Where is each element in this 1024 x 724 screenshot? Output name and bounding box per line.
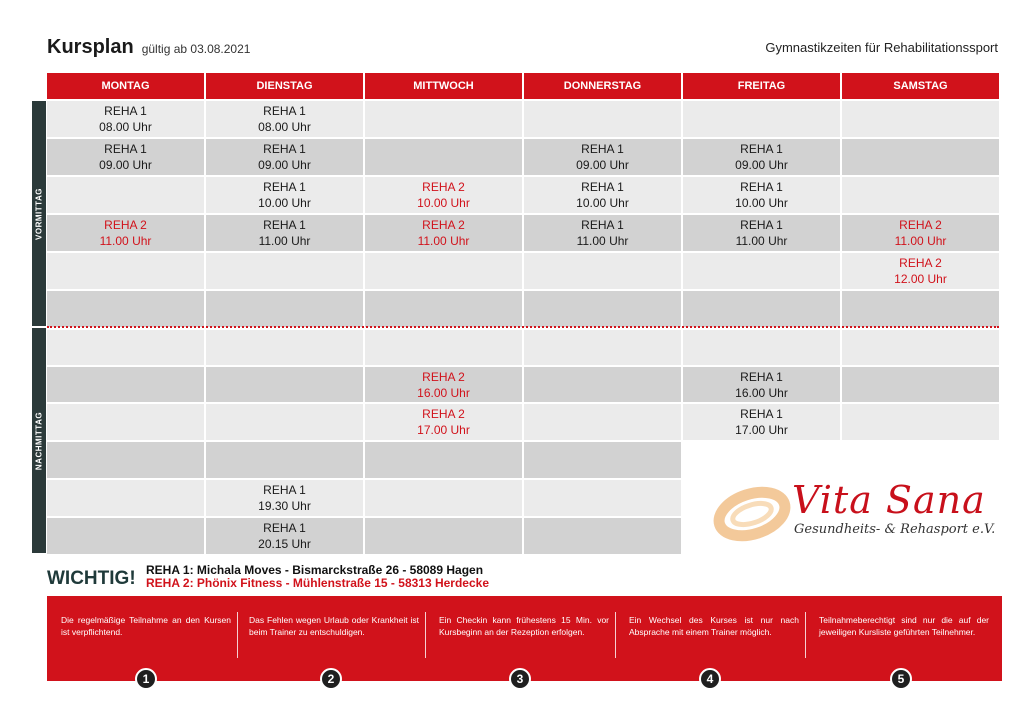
- vita-sana-logo: [712, 478, 1002, 548]
- course-name: REHA 2: [899, 218, 942, 232]
- course-name: REHA 1: [263, 218, 306, 232]
- empty-slot: [842, 139, 999, 175]
- empty-slot: [206, 291, 363, 327]
- course-time: 20.15 Uhr: [258, 537, 311, 551]
- empty-slot: [365, 253, 522, 289]
- title-main: Kursplan: [47, 36, 134, 58]
- rule-text-5: Teilnahmeberechtigt sind nur die auf der jeweiligen Kursliste geführten Teilnehmer.: [819, 615, 989, 637]
- course-name: REHA 2: [899, 256, 942, 270]
- course-name: REHA 1: [581, 218, 624, 232]
- course-name: REHA 1: [740, 180, 783, 194]
- empty-slot: [365, 330, 522, 365]
- course-name: REHA 1: [263, 483, 306, 497]
- course-slot: [365, 177, 522, 213]
- course-time: 16.00 Uhr: [417, 385, 470, 400]
- empty-slot: [524, 442, 681, 478]
- day-header-donnerstag: DONNERSTAG: [524, 73, 681, 99]
- course-slot: [365, 404, 522, 440]
- empty-slot: [365, 101, 522, 137]
- rules-panel: [47, 596, 1002, 686]
- course-slot: [842, 253, 999, 289]
- course-slot: [683, 404, 840, 440]
- rule-text-4: Ein Wechsel des Kurses ist nur nach Absprache mit einem Trainer möglich.: [629, 615, 799, 637]
- course-name: REHA 1: [740, 142, 783, 156]
- rule-number-4: 4: [699, 668, 721, 690]
- course-name: REHA 1: [581, 142, 624, 156]
- course-name: REHA 1: [263, 142, 306, 156]
- empty-slot: [47, 177, 204, 213]
- course-time: 17.00 Uhr: [417, 423, 470, 437]
- course-slot: [683, 177, 840, 213]
- logo-tagline: Gesundheits- & Rehasport e.V.: [794, 522, 996, 537]
- course-name: REHA 1: [263, 180, 306, 194]
- course-slot: [524, 139, 681, 175]
- course-slot: [47, 101, 204, 137]
- empty-slot: [47, 367, 204, 402]
- empty-slot: [842, 177, 999, 213]
- logo-swirl-icon: [712, 484, 792, 544]
- course-name: REHA 1: [263, 521, 306, 535]
- subtitle: Gymnastikzeiten für Rehabilitationssport: [765, 40, 998, 55]
- rule-separator: [805, 612, 806, 658]
- course-slot: [47, 215, 204, 251]
- rule-text-3: Ein Checkin kann frühestens 15 Min. vor Kursbeginn an der Rezeption erfolgen.: [439, 615, 609, 637]
- course-slot: [365, 367, 522, 402]
- rule-separator: [237, 612, 238, 658]
- empty-slot: [47, 480, 204, 516]
- empty-slot: [683, 101, 840, 137]
- course-time: 12.00 Uhr: [894, 272, 947, 286]
- course-time: 08.00 Uhr: [99, 120, 152, 134]
- day-header-freitag: FREITAG: [683, 73, 840, 99]
- course-slot: [206, 518, 363, 554]
- important-label: WICHTIG!: [47, 568, 136, 589]
- empty-slot: [842, 330, 999, 365]
- empty-slot: [365, 291, 522, 327]
- empty-slot: [524, 480, 681, 516]
- rule-text-2: Das Fehlen wegen Urlaub oder Krankheit ist beim Trainer zu entschuldigen.: [249, 615, 419, 637]
- empty-slot: [47, 518, 204, 554]
- empty-slot: [47, 291, 204, 327]
- course-name: REHA 2: [422, 180, 465, 194]
- empty-slot: [365, 518, 522, 554]
- section-label-morning: VORMITTAG: [32, 101, 46, 326]
- course-time: 09.00 Uhr: [735, 158, 788, 172]
- course-time: 11.00 Uhr: [258, 234, 311, 248]
- empty-slot: [206, 330, 363, 365]
- reha2-address: REHA 2: Phönix Fitness - Mühlenstraße 15 - 58313 Herdecke: [146, 576, 490, 590]
- course-time: 16.00 Uhr: [735, 385, 788, 400]
- course-slot: [683, 215, 840, 251]
- course-slot: [524, 177, 681, 213]
- empty-slot: [842, 291, 999, 327]
- course-name: REHA 2: [104, 218, 147, 232]
- course-time: 19.30 Uhr: [258, 499, 311, 513]
- rule-number-5: 5: [890, 668, 912, 690]
- course-time: 11.00 Uhr: [894, 234, 947, 248]
- valid-from: gültig ab 03.08.2021: [141, 42, 251, 56]
- course-slot: [524, 215, 681, 251]
- rule-number-2: 2: [320, 668, 342, 690]
- course-time: 17.00 Uhr: [735, 423, 788, 437]
- empty-slot: [524, 518, 681, 554]
- course-name: REHA 1: [581, 180, 624, 194]
- course-slot: [206, 139, 363, 175]
- course-time: 11.00 Uhr: [99, 234, 152, 248]
- day-header-mittwoch: MITTWOCH: [365, 73, 522, 99]
- course-slot: [365, 215, 522, 251]
- course-name: REHA 1: [263, 104, 306, 118]
- day-header-samstag: SAMSTAG: [842, 73, 999, 99]
- empty-slot: [206, 253, 363, 289]
- course-slot: [206, 215, 363, 251]
- course-name: REHA 2: [422, 369, 465, 384]
- page-title: [47, 36, 250, 60]
- empty-slot: [47, 330, 204, 365]
- empty-slot: [47, 253, 204, 289]
- course-name: REHA 1: [740, 218, 783, 232]
- empty-slot: [206, 367, 363, 402]
- empty-slot: [524, 330, 681, 365]
- empty-slot: [47, 442, 204, 478]
- course-time: 09.00 Uhr: [99, 158, 152, 172]
- empty-slot: [365, 139, 522, 175]
- reha1-address: REHA 1: Michala Moves - Bismarckstraße 26 - 58089 Hagen: [146, 563, 484, 577]
- course-time: 11.00 Uhr: [576, 234, 629, 248]
- empty-slot: [206, 404, 363, 440]
- empty-slot: [683, 330, 840, 365]
- course-name: REHA 1: [740, 369, 783, 384]
- empty-slot: [683, 253, 840, 289]
- empty-slot: [524, 101, 681, 137]
- empty-slot: [683, 291, 840, 327]
- empty-slot: [842, 101, 999, 137]
- course-name: REHA 1: [104, 142, 147, 156]
- course-time: 09.00 Uhr: [576, 158, 629, 172]
- course-slot: [683, 367, 840, 402]
- course-time: 08.00 Uhr: [258, 120, 311, 134]
- rule-separator: [615, 612, 616, 658]
- section-divider: [47, 326, 999, 328]
- course-name: REHA 1: [740, 407, 783, 421]
- empty-slot: [206, 442, 363, 478]
- empty-slot: [524, 404, 681, 440]
- empty-slot: [842, 404, 999, 440]
- course-time: 10.00 Uhr: [258, 196, 311, 210]
- course-time: 10.00 Uhr: [417, 196, 470, 210]
- day-header-montag: MONTAG: [47, 73, 204, 99]
- course-slot: [683, 139, 840, 175]
- empty-slot: [365, 442, 522, 478]
- logo-brand: Vita Sana: [792, 478, 986, 522]
- course-slot: [47, 139, 204, 175]
- empty-slot: [524, 291, 681, 327]
- empty-slot: [47, 404, 204, 440]
- empty-slot: [524, 253, 681, 289]
- course-time: 11.00 Uhr: [735, 234, 788, 248]
- course-time: 10.00 Uhr: [576, 196, 629, 210]
- course-time: 09.00 Uhr: [258, 158, 311, 172]
- course-slot: [206, 177, 363, 213]
- rule-number-1: 1: [135, 668, 157, 690]
- course-time: 10.00 Uhr: [735, 196, 788, 210]
- course-slot: [206, 101, 363, 137]
- empty-slot: [842, 367, 999, 402]
- rule-number-3: 3: [509, 668, 531, 690]
- course-time: 11.00 Uhr: [417, 234, 470, 248]
- course-slot: [206, 480, 363, 516]
- course-slot: [842, 215, 999, 251]
- rule-text-1: Die regelmäßige Teilnahme an den Kursen ist verpflichtend.: [61, 615, 231, 637]
- section-label-afternoon: NACHMITTAG: [32, 328, 46, 553]
- course-name: REHA 1: [104, 104, 147, 118]
- course-name: REHA 2: [422, 407, 465, 421]
- day-header-dienstag: DIENSTAG: [206, 73, 363, 99]
- course-name: REHA 2: [422, 218, 465, 232]
- rule-separator: [425, 612, 426, 658]
- empty-slot: [524, 367, 681, 402]
- empty-slot: [365, 480, 522, 516]
